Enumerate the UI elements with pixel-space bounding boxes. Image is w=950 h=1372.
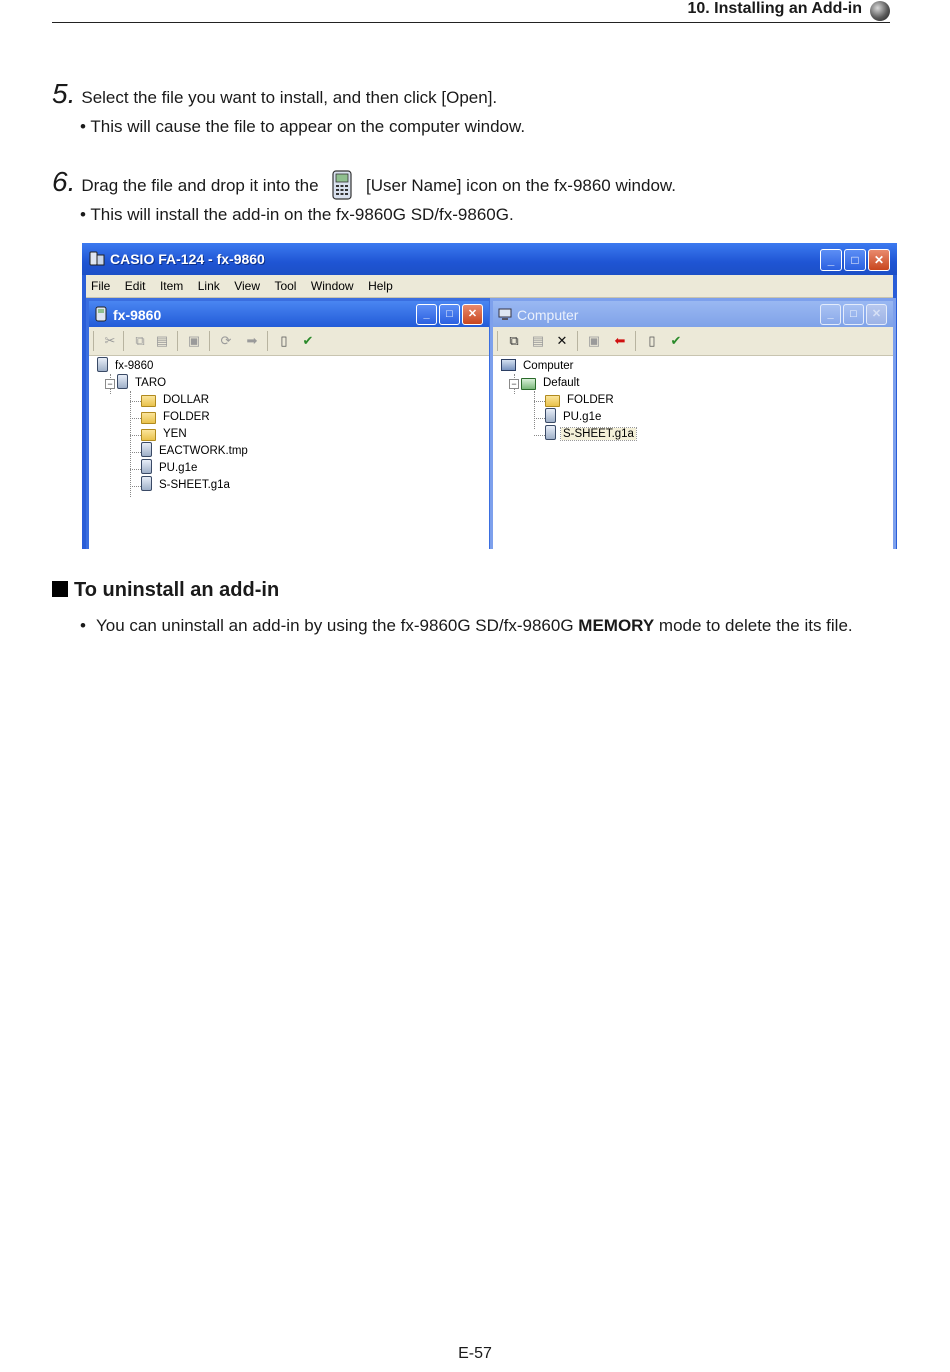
file-icon (141, 459, 152, 474)
arrow-right-icon[interactable]: ➡ (246, 333, 258, 348)
menu-tool[interactable]: Tool (274, 279, 297, 293)
app-calculator-icon (89, 251, 105, 267)
step-text-after: [User Name] icon on the fx-9860 window. (366, 176, 676, 195)
folder-icon (545, 395, 560, 407)
tree-item[interactable]: PU.g1e (545, 409, 603, 425)
menu-bar (86, 275, 893, 298)
calculator-icon[interactable]: ▯ (648, 333, 656, 348)
bullet: • (80, 616, 86, 635)
maximize-button[interactable]: □ (844, 249, 866, 271)
toolbar-separator (93, 331, 94, 351)
step-5 (52, 78, 497, 110)
toolbar-separator (209, 331, 210, 351)
calculator-icon (331, 170, 353, 200)
menu-view[interactable]: View (234, 279, 260, 293)
user-name-icon (117, 374, 128, 389)
app-title: CASIO FA-124 - fx-9860 (110, 251, 265, 267)
uninstall-paragraph (80, 614, 895, 638)
folder-icon (141, 395, 156, 407)
step-6-note: • This will install the add-in on the fx-9860G SD/fx-9860G. (80, 205, 514, 224)
tree-item[interactable]: DOLLAR (141, 392, 211, 408)
minimize-button[interactable]: _ (820, 249, 842, 271)
folder-icon (141, 412, 156, 424)
file-icon (545, 408, 556, 423)
header-title: 10. Installing an Add-in (687, 0, 862, 17)
toolbar-separator (635, 331, 636, 351)
collapse-toggle[interactable]: − (105, 379, 115, 389)
pane-maximize-button[interactable]: □ (843, 304, 864, 325)
pane-close-button[interactable]: ✕ (866, 304, 887, 325)
computer-icon (501, 359, 516, 371)
pane-minimize-button[interactable]: _ (416, 304, 437, 325)
fx9860-pane-titlebar (89, 301, 489, 327)
computer-tree (493, 356, 893, 549)
section-title: To uninstall an add-in (74, 579, 280, 601)
copy-icon[interactable]: ⧉ (135, 333, 145, 348)
app-titlebar (82, 243, 897, 275)
fa124-window-screenshot (82, 243, 897, 549)
check-icon[interactable]: ✔ (302, 333, 314, 348)
step-number: 5. (52, 78, 76, 109)
memory-mode-label: MEMORY (578, 616, 655, 635)
menu-window[interactable]: Window (310, 279, 354, 293)
menu-link[interactable]: Link (197, 279, 220, 293)
tree-item[interactable]: S-SHEET.g1a (141, 477, 232, 493)
tree-item[interactable]: YEN (141, 426, 189, 442)
toolbar-separator (123, 331, 124, 351)
section-heading (52, 579, 279, 602)
menu-item[interactable]: Item (159, 279, 184, 293)
copy-icon[interactable]: ⧉ (509, 333, 519, 348)
fx9860-tree (89, 356, 489, 549)
refresh-icon[interactable]: ⟳ (220, 333, 232, 348)
computer-pane-titlebar (493, 301, 893, 327)
tree-item[interactable]: FOLDER (545, 392, 616, 408)
tree-item[interactable]: EACTWORK.tmp (141, 443, 250, 459)
step-5-note: • This will cause the file to appear on the computer window. (80, 117, 526, 136)
square-bullet-icon (52, 581, 68, 597)
step-text: Select the file you want to install, and then click [Open]. (81, 88, 498, 107)
calculator-icon (97, 357, 108, 372)
computer-icon (498, 306, 512, 322)
tree-item[interactable]: FOLDER (141, 409, 212, 425)
tree-item[interactable]: PU.g1e (141, 460, 199, 476)
menu-file[interactable]: File (91, 279, 111, 293)
paste-icon[interactable]: ▤ (155, 333, 169, 348)
folder-icon (141, 429, 156, 441)
close-button[interactable]: ✕ (868, 249, 890, 271)
file-icon (141, 442, 152, 457)
pane-title: fx-9860 (113, 307, 162, 323)
check-icon[interactable]: ✔ (670, 333, 682, 348)
step-6 (52, 166, 676, 202)
pane-minimize-button[interactable]: _ (820, 304, 841, 325)
toolbar-separator (177, 331, 178, 351)
fx9860-pane (86, 298, 492, 549)
menu-edit[interactable]: Edit (124, 279, 146, 293)
collapse-toggle[interactable]: − (509, 379, 519, 389)
calculator-icon (94, 306, 108, 322)
computer-pane (490, 298, 896, 549)
cut-icon[interactable]: ✂ (104, 333, 116, 348)
tree-item[interactable]: Default (521, 375, 581, 391)
new-folder-icon[interactable]: ▣ (187, 333, 201, 348)
new-folder-icon[interactable]: ▣ (587, 333, 601, 348)
step-number: 6. (52, 166, 76, 197)
tree-item[interactable]: fx-9860 (97, 358, 155, 374)
paste-icon[interactable]: ▤ (531, 333, 545, 348)
toolbar-separator (267, 331, 268, 351)
header-ball-icon (870, 1, 890, 21)
page-header (52, 0, 890, 23)
file-icon (545, 425, 556, 440)
menu-help[interactable]: Help (368, 279, 393, 293)
toolbar-separator (497, 331, 498, 351)
step-text-before: Drag the file and drop it into the (81, 176, 319, 195)
arrow-left-icon[interactable]: ⬅ (614, 333, 626, 348)
fx9860-toolbar (89, 327, 489, 356)
tree-item[interactable]: TARO (117, 375, 168, 391)
file-icon (141, 476, 152, 491)
page-number: E-57 (458, 1345, 492, 1362)
delete-icon[interactable]: ✕ (556, 333, 568, 348)
pane-title: Computer (517, 307, 579, 323)
paragraph-text: You can uninstall an add-in by using the fx-9860G SD/fx-9860G MEMORY mode to delete the its file. (96, 616, 853, 635)
pane-maximize-button[interactable]: □ (439, 304, 460, 325)
tree-item-selected[interactable]: S-SHEET.g1a (545, 426, 636, 442)
pane-close-button[interactable]: ✕ (462, 304, 483, 325)
default-folder-icon (521, 378, 536, 390)
calculator-icon[interactable]: ▯ (280, 333, 288, 348)
toolbar-separator (577, 331, 578, 351)
computer-toolbar (493, 327, 893, 356)
tree-item[interactable]: Computer (501, 358, 576, 374)
